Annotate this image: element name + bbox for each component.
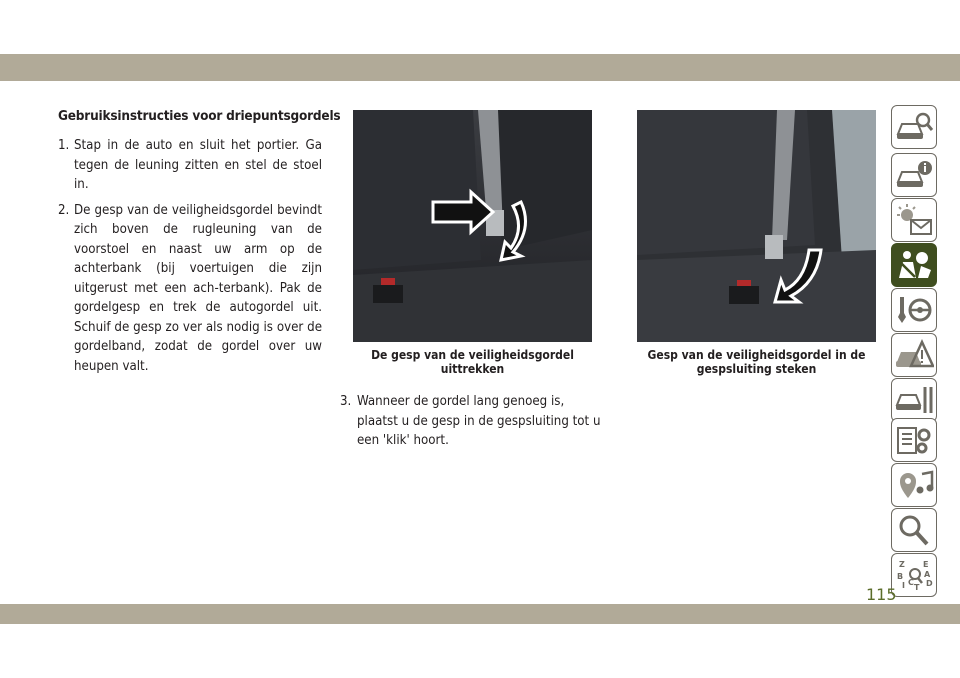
tab-in-case-of-emergency[interactable]: [891, 333, 937, 377]
multimedia-navigation-music-icon: [894, 468, 934, 502]
tab-car-info[interactable]: [891, 153, 937, 197]
tab-servicing-maintenance[interactable]: [891, 378, 937, 422]
footer-band: [0, 604, 960, 624]
car-info-icon: [894, 158, 934, 192]
photo-caption: Gesp van de veiligheidsgordel in de gespsluiting steken: [647, 348, 866, 376]
step-number: 1.: [58, 138, 70, 153]
step-number: 2.: [58, 202, 70, 218]
tab-index[interactable]: [891, 553, 937, 597]
step-text: De gesp van de veiligheidsgordel bevindt zich boven de rugleuning van de voorstoel en naast uw arm op de achterbank (bij voertuigen die zijn uitgerust met een ach-terbank). Pak de gordelgesp en trek de autogordel uit. Schuif de gesp zo ver als nodig is over de gordelband, zodat de gordel over uw heupen valt.: [74, 202, 322, 374]
tab-car-search[interactable]: [891, 105, 937, 149]
svg-text:E: E: [923, 560, 929, 569]
seatbelt-airbag-safety-icon: [894, 248, 934, 282]
warning-lights-message-icon: [894, 203, 934, 237]
svg-text:I: I: [902, 581, 905, 590]
header-band: [0, 54, 960, 81]
car-warning-triangle-icon: [894, 338, 934, 372]
step-3: [340, 392, 606, 451]
step-text: Wanneer de gordel lang genoeg is, plaatst u de gesp in de gespsluiting tot u een 'klik' hoort.: [357, 394, 601, 448]
search-icon: [894, 513, 934, 547]
tab-starting-operating[interactable]: [891, 288, 937, 332]
step-2: [58, 201, 322, 377]
instruction-list: [58, 136, 322, 382]
step-text: Stap in de auto en sluit het portier. Ga tegen de leuning zitten en stel de stoel in.: [74, 138, 322, 192]
photo-caption: De gesp van de veiligheidsgordel uittrekken: [371, 348, 574, 376]
tab-search[interactable]: [891, 508, 937, 552]
car-search-icon: [894, 110, 934, 144]
tab-warning-lights-messages[interactable]: [891, 198, 937, 242]
step-1: [58, 136, 322, 195]
svg-text:Z: Z: [899, 560, 905, 569]
tab-technical-specifications[interactable]: [891, 418, 937, 462]
svg-text:B: B: [897, 572, 904, 581]
tab-multimedia[interactable]: [891, 463, 937, 507]
tab-safety[interactable]: [891, 243, 937, 287]
svg-text:C: C: [908, 578, 914, 587]
photo-pull-buckle: [353, 110, 592, 342]
page-number: 115: [866, 585, 897, 604]
svg-text:D: D: [926, 579, 933, 588]
step-number: 3.: [340, 394, 352, 409]
svg-text:T: T: [914, 583, 920, 592]
section-heading: Gebruiksinstructies voor driepuntsgordels: [58, 108, 341, 124]
car-tools-icon: [894, 383, 934, 417]
specifications-gears-icon: [894, 423, 934, 457]
photo-insert-buckle: [637, 110, 876, 342]
key-steering-wheel-icon: [894, 293, 934, 327]
svg-text:A: A: [924, 570, 931, 579]
index-az-icon: [894, 558, 934, 592]
